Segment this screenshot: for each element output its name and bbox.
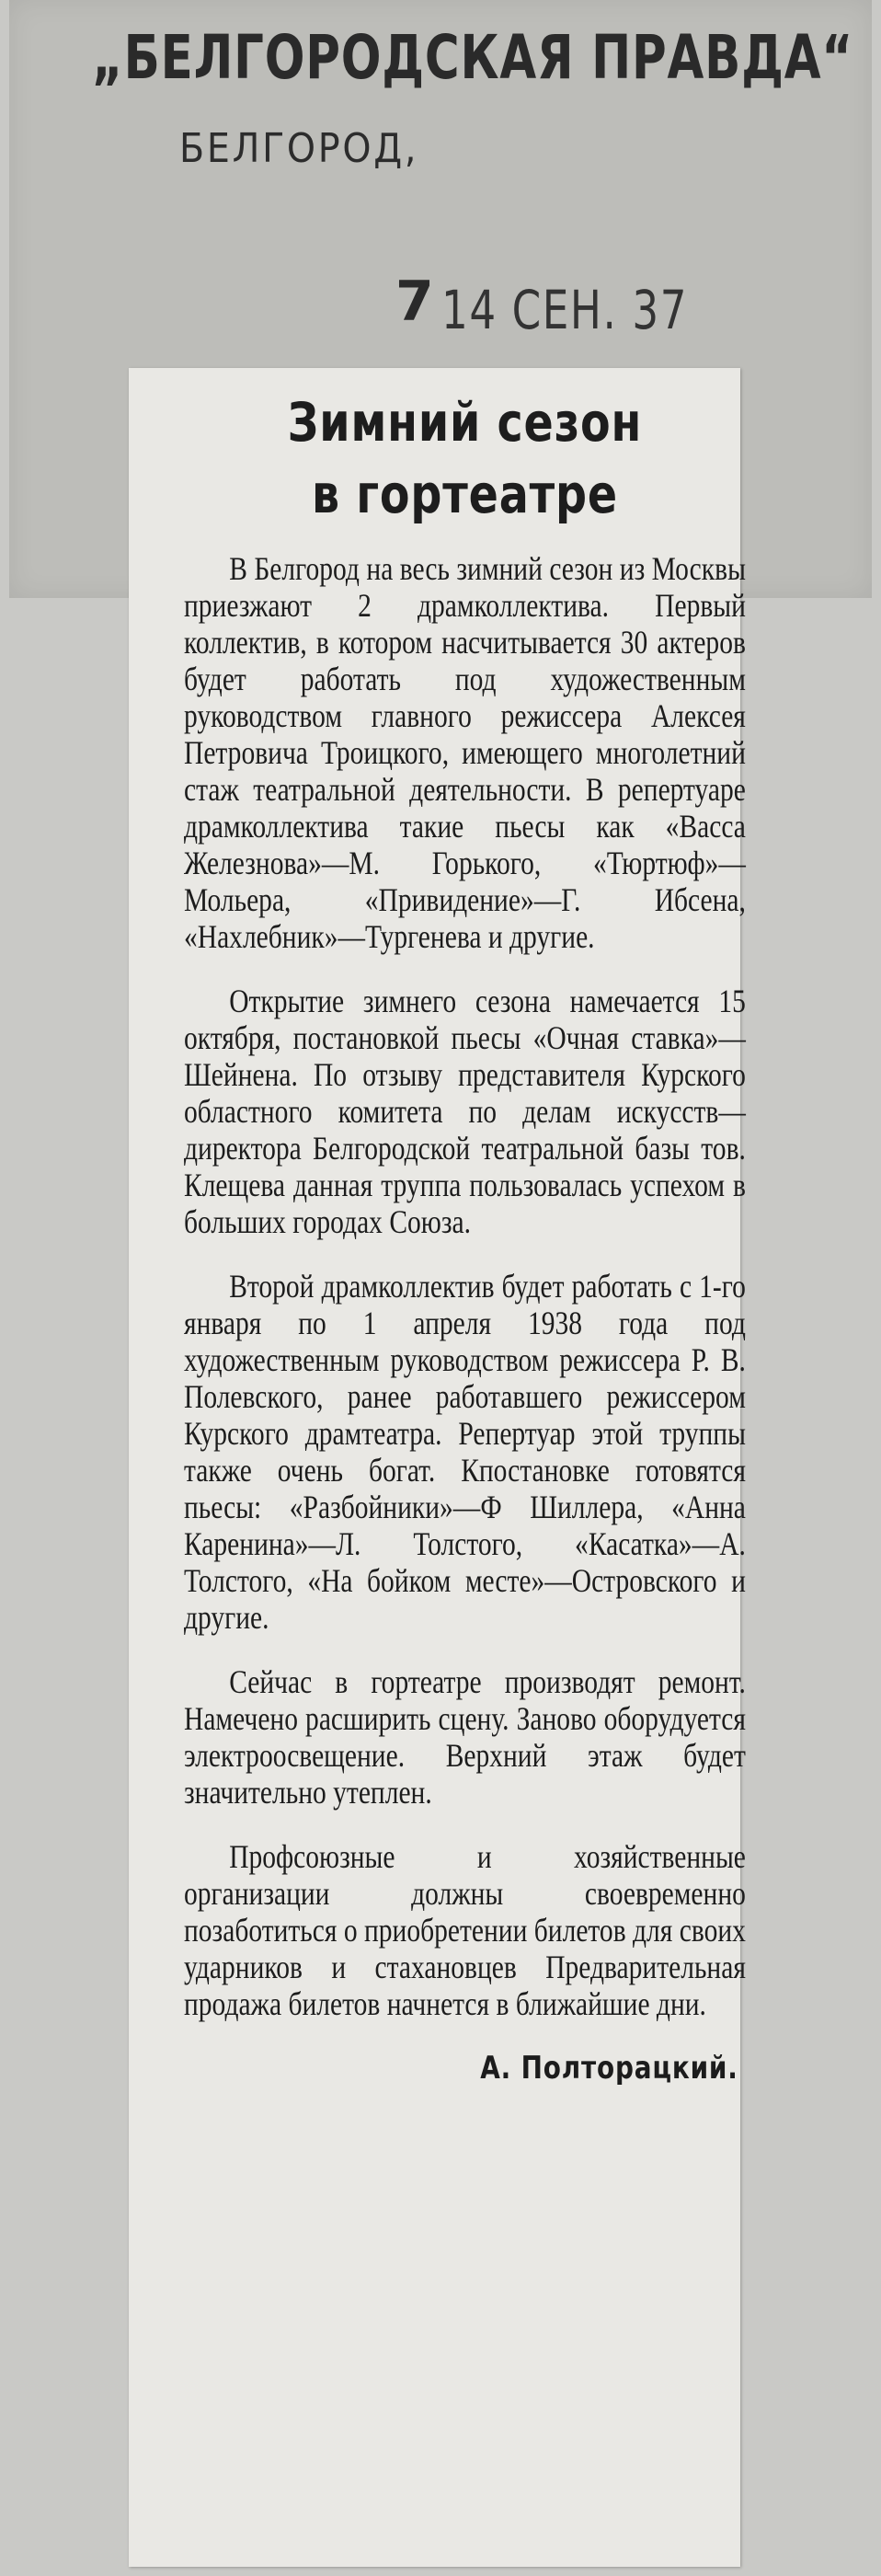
article-title [184, 386, 746, 530]
author-signature: А. Полторацкий. [480, 2050, 738, 2087]
issue-number-stamp: 7 [395, 270, 434, 334]
article-paragraph: Профсоюзные и хозяйственные организации должны своевременно позаботиться о приобретении билетов для своих ударников и стахановцев Предварительная продажа билетов начнется в ближайшие дни. [184, 1838, 746, 2022]
newspaper-clipping [129, 368, 746, 2567]
article-title-line: Зимний сезон [287, 391, 643, 454]
date-stamp: 14 СЕН. 37 [441, 279, 689, 341]
article-paragraph: В Белгород на весь зимний сезон из Москвы приезжают 2 драмколлектива. Первый коллектив, в котором насчитывается 30 актеров будет работать под художественным руководством главного режиссера Алексея Петровича Троицкого, имеющего многолетний стаж театральной деятельности. В репертуаре драмколлектива такие пьесы как «Васса Железнова»—М. Горького, «Тюртюф»—Мольера, «Привидение»—Г. Ибсена, «Нахлебник»—Тургенева и другие. [184, 550, 746, 955]
article-paragraph: Второй драмколлектив будет работать с 1-го января по 1 апреля 1938 года под художественным руководством режиссера Р. В. Полевского, ранее работавшего режиссером Курского драмтеатра. Репертуар этой труппы также очень богат. Кпостановке готовятся пьесы: «Разбойники»—Ф Шиллера, «Анна Каренина»—Л. Толстого, «Касатка»—А. Толстого, «На бойком месте»—Островского и другие. [184, 1268, 746, 1636]
newspaper-name-stamp: „БЕЛГОРОДСКАЯ ПРАВДА“ [92, 22, 853, 93]
city-stamp: БЕЛГОРОД, [179, 125, 419, 172]
article-paragraph: Сейчас в гортеатре производят ремонт. Намечено расширить сцену. Заново оборудуется электроосвещение. Верхний этаж будет значительно утеплен. [184, 1663, 746, 1811]
article-paragraph: Открытие зимнего сезона намечается 15 октября, постановкой пьесы «Очная ставка»—Шейнена. По отзыву представителя Курского областного комитета по делам искусств—директора Белгородской театральной базы тов. Клещева данная труппа пользовалась успехом в больших городах Союза. [184, 983, 746, 1240]
article-title-line: в гортеатре [311, 463, 618, 525]
article-body [184, 550, 746, 2022]
article [184, 386, 746, 2087]
